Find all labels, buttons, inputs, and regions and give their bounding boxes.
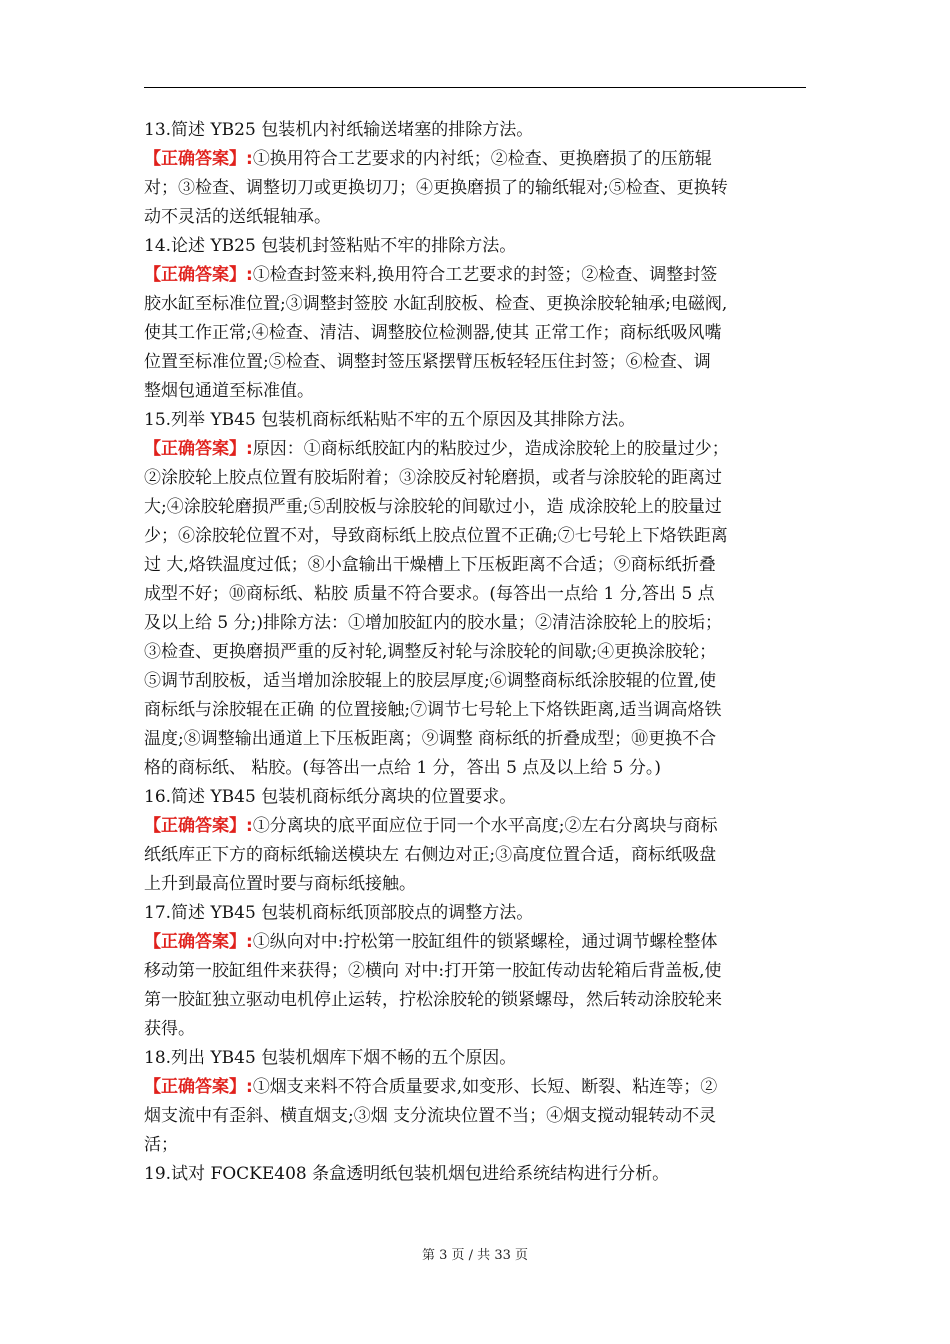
question-16: 16.简述 YB45 包装机商标纸分离块的位置要求。 xyxy=(144,787,517,807)
answer-line: 大;④涂胶轮磨损严重;⑤刮胶板与涂胶轮的间歇过小，造 成涂胶轮上的胶量过 xyxy=(144,497,722,517)
answer-line: 【正确答案】:①换用符合工艺要求的内衬纸；②检查、更换磨损了的压筋辊 xyxy=(144,149,712,169)
answer-label: 【正确答案】: xyxy=(144,265,253,285)
answer-15 xyxy=(144,435,814,783)
answer-label: 【正确答案】: xyxy=(144,1077,253,1097)
answer-line: 纸纸库正下方的商标纸输送模块左 右侧边对正;③高度位置合适，商标纸吸盘 xyxy=(144,845,717,865)
answer-line: 【正确答案】:①烟支来料不符合质量要求,如变形、长短、断裂、粘连等；② xyxy=(144,1077,718,1097)
answer-line: 整烟包通道至标准值。 xyxy=(144,381,314,401)
answer-line: 活； xyxy=(144,1135,178,1155)
answer-label: 【正确答案】: xyxy=(144,816,253,836)
answer-line: 获得。 xyxy=(144,1019,195,1039)
answer-13 xyxy=(144,145,814,232)
answer-line: 上升到最高位置时要与商标纸接触。 xyxy=(144,874,416,894)
answer-14 xyxy=(144,261,814,406)
header-rule xyxy=(144,87,806,88)
answer-line: 使其工作正常;④检查、清洁、调整胶位检测器,使其 正常工作；商标纸吸风嘴 xyxy=(144,323,722,343)
answer-line: 动不灵活的送纸辊轴承。 xyxy=(144,207,331,227)
question-15: 15.列举 YB45 包装机商标纸粘贴不牢的五个原因及其排除方法。 xyxy=(144,410,636,430)
answer-line: 少；⑥涂胶轮位置不对，导致商标纸上胶点位置不正确;⑦七号轮上下烙铁距离 xyxy=(144,526,728,546)
question-19: 19.试对 FOCKE408 条盒透明纸包装机烟包进给系统结构进行分析。 xyxy=(144,1164,670,1184)
answer-line: 移动第一胶缸组件来获得；②横向 对中:打开第一胶缸传动齿轮箱后背盖板,使 xyxy=(144,961,722,981)
answer-line: 位置至标准位置;⑤检查、调整封签压紧摆臂压板轻轻压住封签；⑥检查、调 xyxy=(144,352,711,372)
answer-line: 【正确答案】:①分离块的底平面应位于同一个水平高度;②左右分离块与商标 xyxy=(144,816,718,836)
answer-line: 商标纸与涂胶辊在正确 的位置接触;⑦调节七号轮上下烙铁距离,适当调高烙铁 xyxy=(144,700,722,720)
answer-line: 【正确答案】:①检查封签来料,换用符合工艺要求的封签；②检查、调整封签 xyxy=(144,265,718,285)
answer-line: ③检查、更换磨损严重的反衬轮,调整反衬轮与涂胶轮的间歇;④更换涂胶轮； xyxy=(144,642,717,662)
answer-line: 温度;⑧调整输出通道上下压板距离；⑨调整 商标纸的折叠成型；⑩更换不合 xyxy=(144,729,717,749)
answer-line: 第一胶缸独立驱动电机停止运转，拧松涂胶轮的锁紧螺母，然后转动涂胶轮来 xyxy=(144,990,722,1010)
answer-line: 【正确答案】:①纵向对中:拧松第一胶缸组件的锁紧螺栓，通过调节螺栓整体 xyxy=(144,932,718,952)
answer-line: 成型不好；⑩商标纸、粘胶 质量不符合要求。(每答出一点给 1 分,答出 5 点 xyxy=(144,584,715,604)
answer-line: ②涂胶轮上胶点位置有胶垢附着；③涂胶反衬轮磨损，或者与涂胶轮的距离过 xyxy=(144,468,722,488)
answer-17 xyxy=(144,928,814,1044)
answer-line: 对；③检查、调整切刀或更换切刀；④更换磨损了的输纸辊对;⑤检查、更换转 xyxy=(144,178,728,198)
answer-line: 胶水缸至标准位置;③调整封签胶 水缸刮胶板、检查、更换涂胶轮轴承;电磁阀, xyxy=(144,294,728,314)
question-17: 17.简述 YB45 包装机商标纸顶部胶点的调整方法。 xyxy=(144,903,534,923)
answer-line: 及以上给 5 分;)排除方法：①增加胶缸内的胶水量；②清洁涂胶轮上的胶垢； xyxy=(144,613,722,633)
question-14: 14.论述 YB25 包装机封签粘贴不牢的排除方法。 xyxy=(144,236,517,256)
answer-line: 烟支流中有歪斜、横直烟支;③烟 支分流块位置不当；④烟支搅动辊转动不灵 xyxy=(144,1106,717,1126)
question-13: 13.简述 YB25 包装机内衬纸输送堵塞的排除方法。 xyxy=(144,120,534,140)
answer-line: ⑤调节刮胶板，适当增加涂胶辊上的胶层厚度;⑥调整商标纸涂胶辊的位置,使 xyxy=(144,671,717,691)
answer-line: 【正确答案】:原因：①商标纸胶缸内的粘胶过少，造成涂胶轮上的胶量过少； xyxy=(144,439,729,459)
page-footer: 第 3 页 / 共 33 页 xyxy=(422,1248,528,1263)
answer-16 xyxy=(144,812,814,899)
answer-label: 【正确答案】: xyxy=(144,932,253,952)
answer-label: 【正确答案】: xyxy=(144,439,253,459)
answer-label: 【正确答案】: xyxy=(144,149,253,169)
question-18: 18.列出 YB45 包装机烟库下烟不畅的五个原因。 xyxy=(144,1048,517,1068)
answer-18 xyxy=(144,1073,814,1160)
answer-line: 过 大,烙铁温度过低；⑧小盒输出干燥槽上下压板距离不合适；⑨商标纸折叠 xyxy=(144,555,716,575)
document-body xyxy=(144,116,814,1189)
answer-line: 格的商标纸、 粘胶。(每答出一点给 1 分，答出 5 点及以上给 5 分。) xyxy=(144,758,662,778)
